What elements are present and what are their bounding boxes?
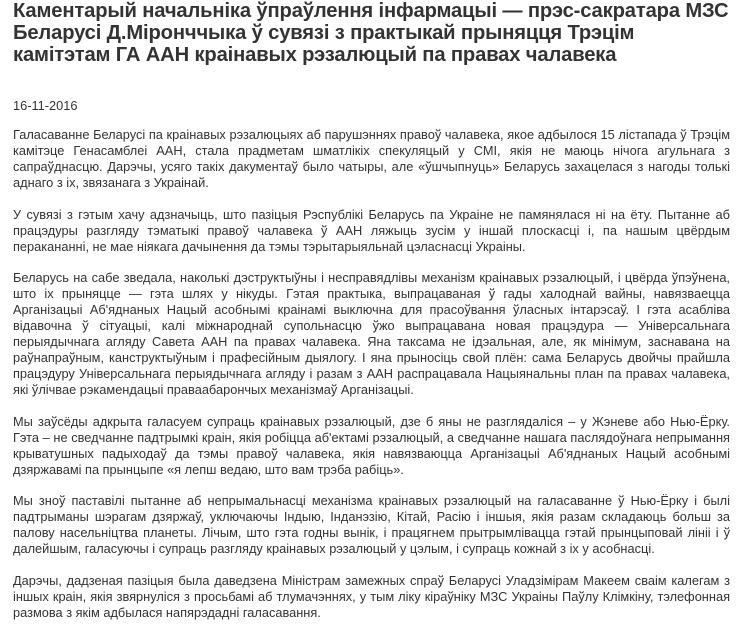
- article-paragraph: Мы заўсёды адкрыта галасуем супраць краінавых рэзалюцый, дзе б яны не разглядаліся – у Жэневе або Нью-Ёрку. Гэта – не сведчанне падтрымкі краін, якія робіцца аб'ектамі рэзалюцый, а сведчанне нашага паслядоўнага непрымання крыватушных падыходаў да тэмы правоў чалавека, якія навязваюцца Арганізацыі Аб'яднаных Нацый асобнымі дзяржавамі па прынцыпе «я лепш ведаю, што вам трэба рабіць».: [13, 413, 730, 477]
- article-paragraph: Мы зноў паставілі пытанне аб непрымальнасці механізма краінавых рэзалюцый на галасаванне ў Нью-Ёрку і былі падтрыманы шэрагам дзяржаў, уключаючы Індыю, Інданэзію, Кітай, Расію і іншыя, якія разам складаюць больш за палову насельніцтва планеты. Лічым, што гэта годны вынік, і працягнем прытрымлівацца гэтай прынцыповай лініі і ў далейшым, галасуючы і супраць разгляду краінавых рэзалюцый у цэлым, і супраць кожнай з іх у асобнасці.: [13, 493, 730, 556]
- article-paragraph: У сувязі з гэтым хачу адзначыць, што пазіцыя Рэспублікі Беларусь па Украіне не памянялася ні на ёту. Пытанне аб працэдуры разгляду тэматыкі правоў чалавека ў ААН ляжыць зусім у іншай плоскасці і, па нашым цвёрдым перакананні, не мае ніякага дачынення да тэмы тэрытарыяльнай цэласнасці Украіны.: [13, 206, 730, 254]
- article: [13, 0, 730, 636]
- article-date: 16-11-2016: [13, 98, 78, 113]
- article-paragraph: Галасаванне Беларусі па краінавых рэзалюцыях аб парушэннях правоў чалавека, якое адбылося 15 лістапада ў Трэцім камітэце Генасамблеі ААН, стала прадметам шматлікіх спекуляцый у СМІ, якія не маюць нічога агульнага з сапраўднасцю. Дарэчы, усяго такіх дакументаў было чатыры, але «ўшчыпнуць» Беларусь захацелася з нагоды толькі аднаго з іх, звязанага з Украінай.: [13, 127, 730, 190]
- article-title: Каментарый начальніка ўпраўлення інфармацыі — прэс-сакратара МЗС Беларусі Д.Міронччыка ў сувязі з практыкай прыняцця Трэцім камітэтам ГА ААН краінавых рэзалюцый па правах чалавека: [13, 0, 729, 66]
- article-paragraph: Дарэчы, дадзеная пазіцыя была даведзена Міністрам замежных спраў Беларусі Уладзімірам Макеем сваім калегам з іншых краін, якія звярнуліся з просьбамі аб тлумачэннях, у тым ліку кіраўніку МЗС Украіны Паўлу Клімкіну, тэлефонная размова з якім адбылася напярэдадні галасавання.: [13, 572, 730, 620]
- article-paragraph: Беларусь на сабе зведала, наколькі дэструктыўны і несправядлівы механізм краінавых рэзалюцый, і цвёрда ўпэўнена, што іх прыняцце — гэта шлях у нікуды. Гэтая практыка, выпрацаваная ў гады халоднай вайны, навязваецца Арганізацыі Аб'яднаных Нацый асобнымі краінамі выключна для прасоўвання ўласных інтарэсаў. І гэта асабліва відавочна ў сітуацыі, калі міжнароднай супольнасцю ўжо выпрацавана новая працэдура — Універсальнага перыядычнага агляду Савета ААН па правах чалавека. Яна таксама не ідэальная, але, як мінімум, заснавана на раўнапраўным, канструктыўным і прафесійным дыялогу. І яна прыносіць свой плён: сама Беларусь двойчы прайшла працэдуру Універсальнага перыядычнага агляду і разам з ААН распрацавала Нацыянальны план па правах чалавека, які ўлічвае рэкамендацыі праваабарончых механізмаў Арганізацыі.: [13, 270, 730, 397]
- article-body: [13, 127, 730, 621]
